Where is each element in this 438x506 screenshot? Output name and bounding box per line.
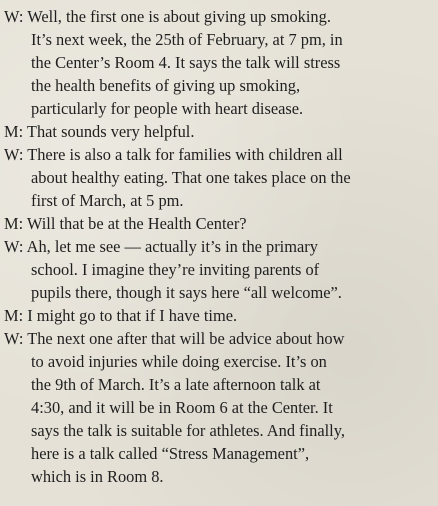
dialogue-line: pupils there, though it says here “all welcome”. <box>31 283 342 302</box>
dialogue-line: here is a talk called “Stress Management”, <box>31 444 310 463</box>
dialogue-line: the Center’s Room 4. It says the talk will stress <box>31 53 341 72</box>
dialogue-line: W: There is also a talk for families with children all <box>4 145 343 164</box>
dialogue-line: M: Will that be at the Health Center? <box>4 214 247 233</box>
dialogue-line: M: That sounds very helpful. <box>4 122 195 141</box>
dialogue-line: first of March, at 5 pm. <box>31 191 184 210</box>
dialogue-line: 4:30, and it will be in Room 6 at the Center. It <box>31 398 333 417</box>
dialogue-line: school. I imagine they’re inviting parents of <box>31 260 320 279</box>
dialogue-line: says the talk is suitable for athletes. And finally, <box>31 421 345 440</box>
dialogue-line: about healthy eating. That one takes place on the <box>31 168 351 187</box>
dialogue-line: W: Well, the first one is about giving up smoking. <box>4 7 331 26</box>
dialogue-line: the 9th of March. It’s a late afternoon talk at <box>31 375 321 394</box>
dialogue-line: the health benefits of giving up smoking, <box>31 76 301 95</box>
dialogue-line: W: Ah, let me see — actually it’s in the primary <box>4 237 318 256</box>
dialogue-line: to avoid injuries while doing exercise. It’s on <box>31 352 327 371</box>
dialogue-line: particularly for people with heart disease. <box>31 99 304 118</box>
dialogue-line: M: I might go to that if I have time. <box>4 306 238 325</box>
dialogue-line: It’s next week, the 25th of February, at 7 pm, in <box>31 30 343 49</box>
dialogue-line: which is in Room 8. <box>31 467 164 486</box>
dialogue-line: W: The next one after that will be advice about how <box>4 329 345 348</box>
